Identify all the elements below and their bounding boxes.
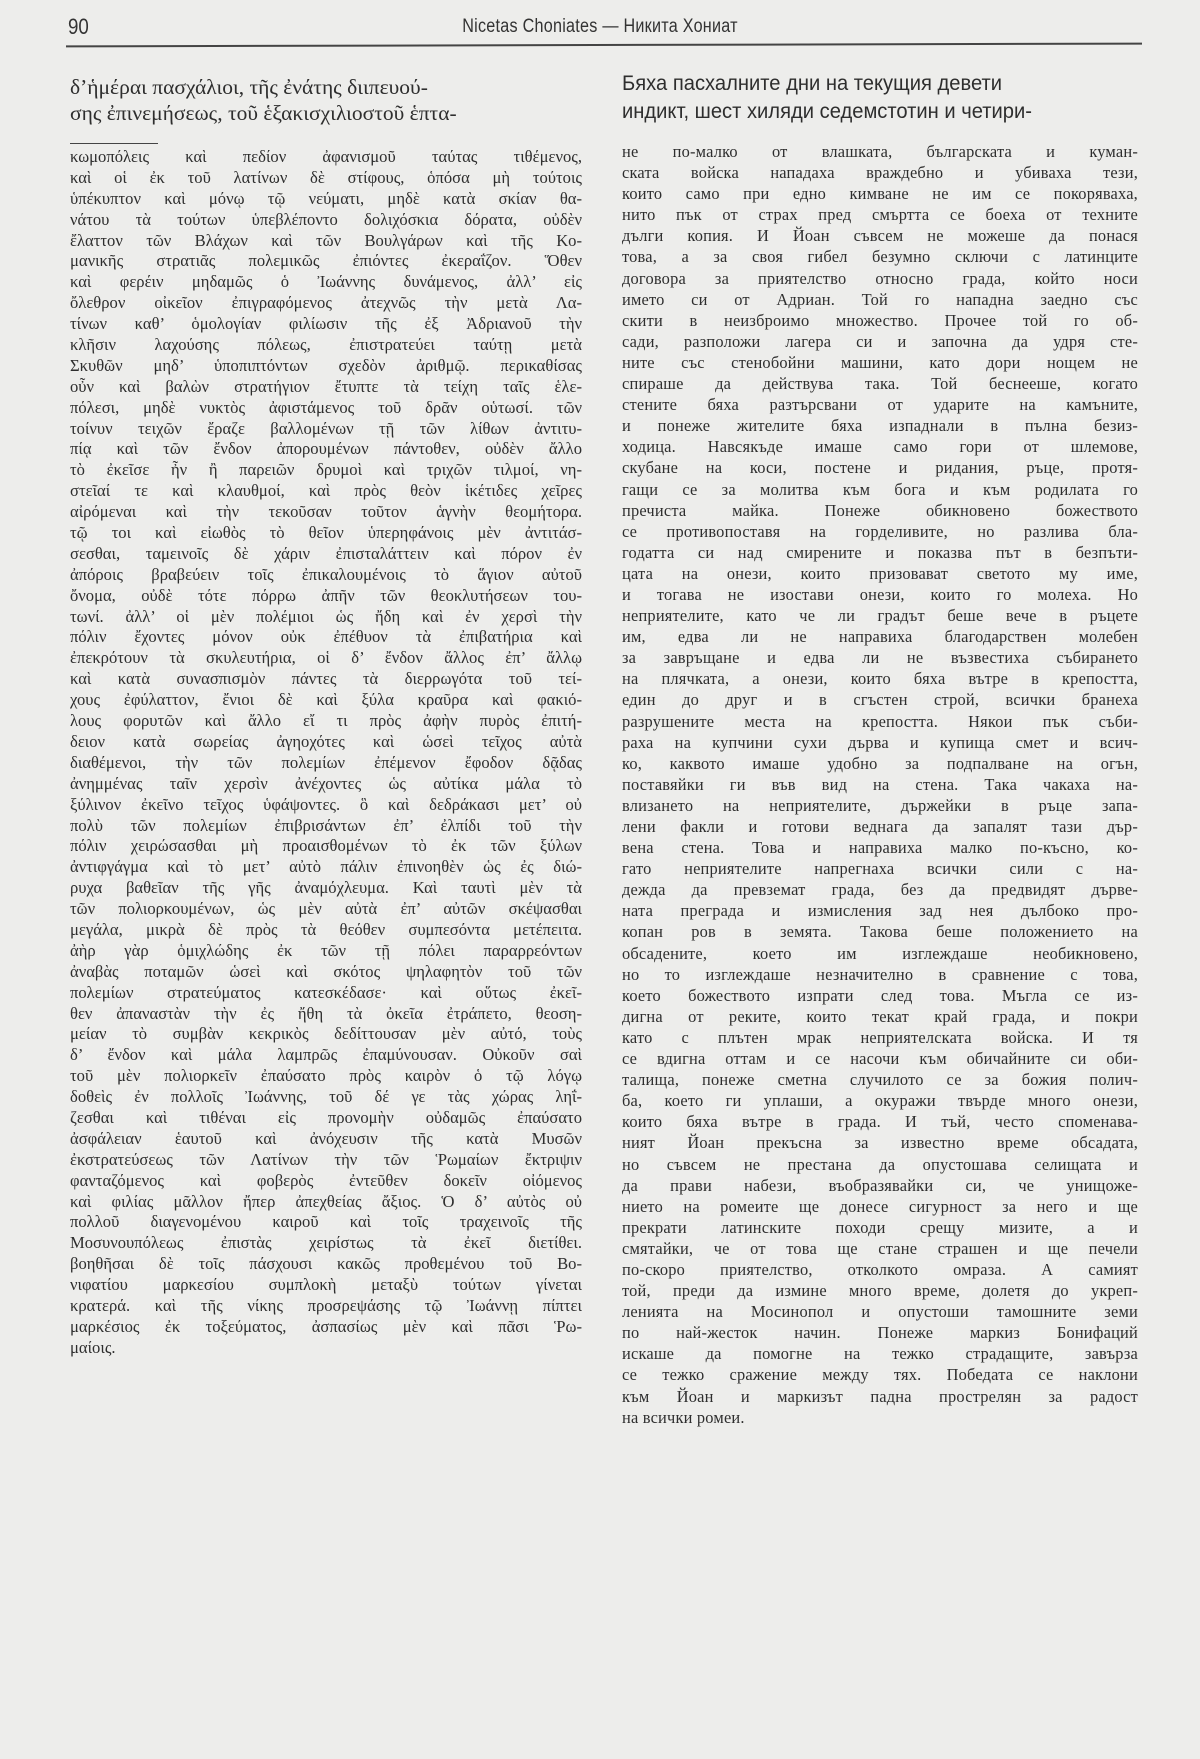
greek-text-line: πίᾳ καὶ τῶν ἔνδον ἀπορουμένων πάντοθεν, οὐδὲν ἄλλο <box>70 439 582 459</box>
bulgarian-text-line: им, едва ли не направиха благодарствен молебен <box>622 627 1138 647</box>
bulgarian-text-line: скити в неизброимо множество. Прочее той го об- <box>622 310 1138 330</box>
bulgarian-text-body <box>622 141 1138 1428</box>
bulgarian-text-line: и понеже жителите бяха изпаднали в пълна безиз- <box>622 416 1138 436</box>
greek-text-line: ὄνομα, οὐδὲ τότε πόρρω ἀπῆν τῶν θεοκλυτήσεων του- <box>70 585 582 605</box>
greek-text-line: ἐπεκρότουν τὰ σκυλευτήρια, οἱ δ’ ἔνδον ἄλλος ἐπ’ ἄλλῳ <box>70 648 582 668</box>
greek-heading-line: δ’ἡμέραι πασχάλιοι, τῆς ἐνάτης διιπευού- <box>70 75 428 99</box>
greek-text-line: τοῦ μὲν πολιορκεῖν ἐπαύσατο πρὸς καιρὸν ὁ τῷ λόγῳ <box>70 1066 582 1086</box>
bulgarian-text-line: искаше да помогне на тежко страдащите, завърза <box>622 1344 1138 1364</box>
bulgarian-text-line: към Йоан и маркизът падна прострелян за радост <box>622 1386 1138 1406</box>
greek-text-line: σεσθαι, ταμεινοῖς δὲ χάριν ἐπισταλάττειν καὶ πόρον ἐν <box>70 543 582 563</box>
greek-text-line: διαθέμενοι, τὴν τῶν πολεμίων ἐπέμενον ἔφοδον δᾷδας <box>70 752 582 772</box>
greek-text-line: ἀνημμένας ταῖν χερσὶν ἀνέχοντες ὡς αὐτίκα μάλα τὸ <box>70 773 582 793</box>
greek-text-line: δ’ ἔνδον καὶ μάλα λαμπρῶς ἐπαμύνουσαν. Οὐκοῦν σαὶ <box>70 1045 582 1065</box>
bulgarian-text-line: цата на онези, които призовават светото му име, <box>622 563 1138 583</box>
bulgarian-text-line: по най-жесток начин. Понеже маркиз Бонифаций <box>622 1323 1138 1343</box>
greek-text-line: πόλεσι, μηδὲ νυκτὸς ἀφιστάμενος τοῦ δρᾶν οὑτωσί. τῶν <box>70 397 582 417</box>
bulgarian-text-line: смятайки, че от това ще стане страшен и ще печели <box>622 1238 1138 1258</box>
bulgarian-text-line: поставяйки ги във вид на стена. Така чакаха на- <box>622 774 1138 794</box>
bulgarian-heading-line: Бяха пасхалните дни на текущия девети <box>622 72 1002 95</box>
bulgarian-text-line: не по-малко от влашката, българската и куман- <box>622 142 1138 161</box>
page-number: 90 <box>68 14 89 39</box>
greek-text-line: ὄλεθρον οἰκεῖον ἐπιγραφόμενος ἀτεχνῶς τὴν μετὰ Λα- <box>70 293 582 313</box>
bulgarian-text-line: прекрати латинските походи срещу мизите, а и <box>622 1217 1138 1237</box>
greek-text-line: καὶ κατὰ συνασπισμὸν πάντες τὰ διερρωγότα τοῦ τεί- <box>70 669 582 689</box>
bulgarian-text-line: като с плътен мрак неприятелската войска. И тя <box>622 1027 1138 1047</box>
bulgarian-text-line: по-скоро приятелство, отколкото омраза. А самият <box>622 1259 1138 1279</box>
bulgarian-text-line: се противопоставя на горделивите, но разлива бла- <box>622 521 1138 541</box>
greek-text-line: τωνί. ἀλλ’ οἱ μὲν πολέμιοι ὡς ἤδη καὶ ἐν χερσὶ τὴν <box>70 606 582 626</box>
bulgarian-heading-line: индикт, шест хиляди седемстотин и четири- <box>622 100 1032 123</box>
greek-text-line: ἀντιφγάγμα καὶ τὸ μετ’ αὐτὸ πάλιν ἐπινοηθὲν ὡς ἐς διώ- <box>70 857 582 877</box>
bulgarian-text-line: на всички ромеи. <box>622 1407 745 1427</box>
running-title: Nicetas Choniates — Никита Хониат <box>462 16 738 37</box>
bulgarian-text-line: ният Йоан прекъсна за известно време обсадата, <box>622 1133 1138 1153</box>
bulgarian-text-line: дигна от реките, които текат край града, и покри <box>622 1006 1138 1026</box>
bulgarian-text-line: за завръщане и едва ли не възвестиха събирането <box>622 648 1138 668</box>
greek-text-line: πολὺ τῶν πολεμίων ἐπιβρισάντων ἐπ’ ἐλπίδι τοῦ τὴν <box>70 815 582 835</box>
bulgarian-text-line: ко, каквото имаше удобно за подпалване на огън, <box>622 753 1138 773</box>
greek-text-line: ἐκστρατεύσεως τῶν Λατίνων τὴν τῶν Ῥωμαίων ἔκτριψιν <box>70 1149 582 1169</box>
greek-text-line: τῷ τοι καὶ εἰωθὸς τὸ θεῖον ὑπερηφάνοις μὲν ἀντιτάσ- <box>70 523 582 543</box>
greek-text-line: πόλιν ἔχοντες μόνον οὐκ ἐπέθυον τὰ ἐπιβατήρια καὶ <box>70 627 582 647</box>
bulgarian-text-line: разрушените места на крепостта. Някои пък съби- <box>622 711 1138 731</box>
greek-text-line: καὶ φιλίας μᾶλλον ἤπερ ἀπεχθείας ἄξιος. Ὁ δ’ αὐτὸς οὐ <box>70 1191 582 1211</box>
bulgarian-text-line: но то изглеждаше незначително в сравнение с това, <box>622 964 1138 984</box>
bulgarian-text-line: лени факли и готови веднага да запалят тази дър- <box>622 817 1138 836</box>
greek-text-line: ἀὴρ γὰρ ὁμιχλώδης ἐκ τῶν τῇ πόλει παραρρεόντων <box>70 940 582 960</box>
greek-text-line: καὶ οἱ ἐκ τοῦ λατίνων δὲ στίφους, ὁπόσα μὴ τούτοις <box>70 167 582 187</box>
greek-text-line: ὑπέκυπτον καὶ μόνῳ τῷ νεύματι, μηδὲ κατὰ σκίαν θα- <box>70 188 582 208</box>
greek-text-line: μανικῆς στρατιᾶς πολεμικῶς ἐπιόντες ἐκεραΐζον. Ὅθεν <box>70 251 582 271</box>
greek-text-line: ἀσφάλειαν ἑαυτοῦ καὶ ἀνόχευσιν τῆς κατὰ Μυσῶν <box>70 1128 582 1148</box>
greek-text-line: μείαν τὸ συμβὰν κεκρικὸς δεδίττουσαν μὲν αὐτό, τοὺς <box>70 1024 582 1044</box>
bulgarian-text-line: влизането на неприятелите, държейки в ръце запа- <box>622 795 1138 815</box>
bulgarian-text-line: годатта си над смирените и показва път в безпъти- <box>622 542 1138 562</box>
greek-text-line: πόλιν χειρώσασθαι μὴ προαισθομένων τὸ ἐκ τῶν ξύλων <box>70 836 582 856</box>
greek-text-line: νιφατίου μαρκεσίου συμπλοκὴ μεταξὺ τούτων γίνεται <box>70 1275 582 1295</box>
bulgarian-text-line: което божеството изпрати след това. Мъгла се из- <box>622 985 1138 1005</box>
bulgarian-text-line: които само при едно кимване не им се покоряваха, <box>622 184 1138 204</box>
greek-text-line: χους ἐφύλαττον, ἔνιοι δὲ καὶ ξύλα κραῦρα καὶ φακιό- <box>70 690 582 710</box>
bulgarian-text-line: скубане на коси, постене и ридания, ръце, протя- <box>622 458 1138 478</box>
greek-text-line: ἔλαττον τῶν Βλάχων καὶ τῶν Βουλγάρων καὶ τῆς Κο- <box>70 230 582 250</box>
footnote-rule <box>70 143 158 144</box>
greek-text-line: θεν ἀπαναστὰν τὴν ἐς ἤθη τὰ ὀκεῖα ἐτράπετο, θεοση- <box>70 1003 582 1023</box>
bulgarian-text-line: гащи се за молитва към бога и към родилата го <box>622 479 1138 499</box>
greek-text-line: τὸ ἐκεῖσε ἦν ἢ παρειῶν δρυμοὶ καὶ τριχῶν τιλμοί, νη- <box>70 460 582 480</box>
greek-text-line: νάτου τὰ τούτων ὑπεβλέποντο δολιχόσκια δόρατα, οὐδὲν <box>70 209 582 229</box>
header-rule <box>66 43 1142 48</box>
bulgarian-text-line: се тежко сражение между тях. Победата се наклони <box>622 1365 1138 1385</box>
greek-text-line: λους φορυτῶν καὶ ἄλλο εἴ τι πρὸς ἀφὴν πυρὸς ἐπιτή- <box>70 711 582 731</box>
bulgarian-text-line: нието на ромеите ще донесе сигурност за него и ще <box>622 1196 1138 1216</box>
greek-text-line: οὖν καὶ βαλὼν στρατήγιον ἔτυπτε τὰ τείχη ταῖς ἑλε- <box>70 376 582 396</box>
bulgarian-text-line: гато неприятелите напрегнаха всички сили с на- <box>622 859 1138 879</box>
bulgarian-text-line: спираше да действува така. Той беснееше, когато <box>622 374 1138 394</box>
greek-text-line: δοθεὶς ἐν πολλοῖς Ἰωάννης, τοῦ δέ γε τὰς χώρας ληΐ- <box>70 1087 582 1107</box>
greek-text-line: Σκυθῶν μηδ’ ὑποπιπτόντων σχεδὸν ἀριθμῷ. περικαθίσας <box>70 355 582 375</box>
greek-text-line: φανταζόμενος καὶ φοβερὸς ἐντεῦθεν δοκεῖν οἰόμενος <box>70 1170 582 1190</box>
bulgarian-text-line: на плячката, а онези, които бяха вътре в крепостта, <box>622 669 1138 689</box>
bulgarian-text-line: раха на купчини сухи дърва и купища смет и всич- <box>622 732 1138 752</box>
bulgarian-text-line: един до друг и в сгъстен строй, всички бранеха <box>622 690 1138 710</box>
greek-text-line: δειον κατὰ σωρείας ἀγηοχότες καὶ ὡσεὶ τεῖχος αὐτὰ <box>70 731 582 751</box>
greek-text-line: ξύλινον ἐκεῖνο τεῖχος ὑφάψοντες. ὃ καὶ δεδράκασι μετ’ οὐ <box>70 794 582 814</box>
bulgarian-text-line: и тогава не изостави онези, които го молеха. Но <box>622 584 1138 604</box>
bulgarian-text-line: това, а за своя гибел безумно сключи с латинците <box>622 247 1138 267</box>
bulgarian-text-line: дълги копия. И Йоан съвсем не можеше да понася <box>622 226 1138 246</box>
greek-text-line: βοηθῆσαι δὲ τοῖς πάσχουσι κακῶς προθεμένου τοῦ Βο- <box>70 1254 582 1274</box>
bulgarian-text-line: името си от Адриан. Той го нападна заедно със <box>622 289 1138 309</box>
bulgarian-text-line: ба, което ги уплаши, а окуражи твърде много онези, <box>622 1091 1138 1111</box>
greek-text-line: κλῆσιν λαχούσης πόλεως, ἐπιστρατεύει ταύτῃ μετὰ <box>70 335 582 355</box>
greek-text-line: πολλοῦ διαγενομένου καιροῦ καὶ τοῖς τραχεινοῖς τῆς <box>70 1212 582 1232</box>
greek-text-line: πολεμίων στρατεύματος κατεσκέδασε· καὶ οὕτως ἐκεῖ- <box>70 982 582 1002</box>
greek-text-line: ζεσθαι καὶ τιθέναι εἰς προνομὴν οὐδαμῶς ἐπαύσατο <box>70 1107 582 1127</box>
bulgarian-text-line: да прави набези, въобразявайки си, че унищоже- <box>622 1175 1138 1195</box>
bulgarian-text-line: които бяха вътре в града. И тъй, често споменава- <box>622 1112 1138 1132</box>
greek-text-line: μαρκέσιος ἐκ τοξεύματος, ἀσπασίως μὲν καὶ πᾶσι Ῥω- <box>70 1316 582 1336</box>
greek-text-line: τῶν πολιορκουμένων, ὡς μὲν αὐτὰ ἐπ’ αὐτῶν σκέψασθαι <box>70 899 582 919</box>
greek-text-line: τίνων καθ’ ὁμολογίαν φιλίωσιν τῆς ἐξ Ἀδριανοῦ τὴν <box>70 314 582 334</box>
bulgarian-text-line: сади, разположи лагера си и започна да удря сте- <box>622 331 1138 351</box>
bulgarian-text-line: ската войска нападаха враждебно и убиваха тези, <box>622 163 1138 183</box>
bulgarian-text-line: той, преди да измине много време, долетя до укреп- <box>622 1281 1138 1301</box>
bulgarian-text-line: ленията на Мосинопол и опустоши тамошните земи <box>622 1302 1138 1322</box>
greek-text-line: στεῖαί τε καὶ κλαυθμοί, καὶ πρὸς θεὸν ἱκέτιδες χεῖρες <box>70 481 582 501</box>
bulgarian-text-line: неприятелите, като че ли градът беше вече в ръцете <box>622 606 1138 626</box>
bulgarian-text-line: ните със стенобойни машини, като дори нощем не <box>622 352 1138 372</box>
bulgarian-text-line: вена стена. Това и направиха малко по-късно, ко- <box>622 838 1138 858</box>
greek-text-line: μαίοις. <box>70 1337 116 1357</box>
greek-text-line: ἀναβὰς ποταμῶν ὡσεὶ καὶ σκότος ψηλαφητὸν τοῦ τῶν <box>70 961 582 981</box>
greek-text-line: τοίνυν τειχῶν ἔραζε βαλλομένων τῇ τῶν λίθων ἀντιτυ- <box>70 418 582 438</box>
bulgarian-text-line: талища, понеже сметна случилото се за божия полич- <box>622 1070 1138 1090</box>
greek-text-body <box>70 147 582 1359</box>
greek-text-line: κρατερά. καὶ τῆς νίκης προσρεψάσης τῷ Ἰωάννῃ πίπτει <box>70 1295 582 1315</box>
bulgarian-text-line: ната преграда и измисления зад нея дълбоко про- <box>622 901 1138 921</box>
greek-text-line: αἰρόμεναι καὶ τὴν τεκοῦσαν τοῦτον ἁγνὴν θεομήτορα. <box>70 502 582 522</box>
bulgarian-text-line: стените бяха разтърсвани от ударите на камъните, <box>622 395 1138 415</box>
greek-heading-line: σης ἐπινεμήσεως, τοῦ ἑξακισχιλιοστοῦ ἑπτα- <box>70 101 457 125</box>
greek-text-line: κωμοπόλεις καὶ πεδίον ἀφανισμοῦ ταύτας τιθέμενος, <box>70 147 582 166</box>
bulgarian-text-line: дежда да превземат града, без да предвидят дърве- <box>622 880 1138 900</box>
greek-text-line: καὶ φερέιν μηδαμῶς ὁ Ἰωάννης δυνάμενος, ἀλλ’ εἰς <box>70 272 582 292</box>
bulgarian-text-line: пречиста майка. Понеже обикновено божеството <box>622 500 1138 520</box>
greek-text-line: μεγάλα, μικρὰ δὲ πρὸς τὰ θεόθεν συμπεσόντα μετέπειτα. <box>70 919 582 939</box>
bulgarian-text-line: се вдигна оттам и се насочи към обичайните си оби- <box>622 1049 1138 1069</box>
bulgarian-text-line: обсадените, което им изглеждаше необикновено, <box>622 943 1138 963</box>
bulgarian-text-line: но съвсем не престана да опустошава селищата и <box>622 1154 1138 1174</box>
greek-text-line: ρυχα βαθεῖαν τῆς γῆς ἀναμόχλευμα. Καὶ ταυτὶ μὲν τὰ <box>70 878 582 898</box>
bulgarian-text-line: договора за приятелство относно града, който носи <box>622 268 1138 288</box>
bulgarian-text-line: нито пък от страх пред смъртта се боеха от техните <box>622 205 1138 225</box>
bulgarian-text-line: ходица. Навсякъде имаше само гори от шлемове, <box>622 437 1138 457</box>
greek-text-line: Μοσυνουπόλεως ἐπιστὰς χειρίστως τὰ ἐκεῖ διετίθει. <box>70 1233 582 1253</box>
greek-text-line: ἀπόροις βραβεύειν τοῖς ἐπικαλουμένοις τὸ ἅγιον αὐτοῦ <box>70 564 582 584</box>
bulgarian-text-line: копан ров в земята. Такова беше положението на <box>622 922 1138 942</box>
